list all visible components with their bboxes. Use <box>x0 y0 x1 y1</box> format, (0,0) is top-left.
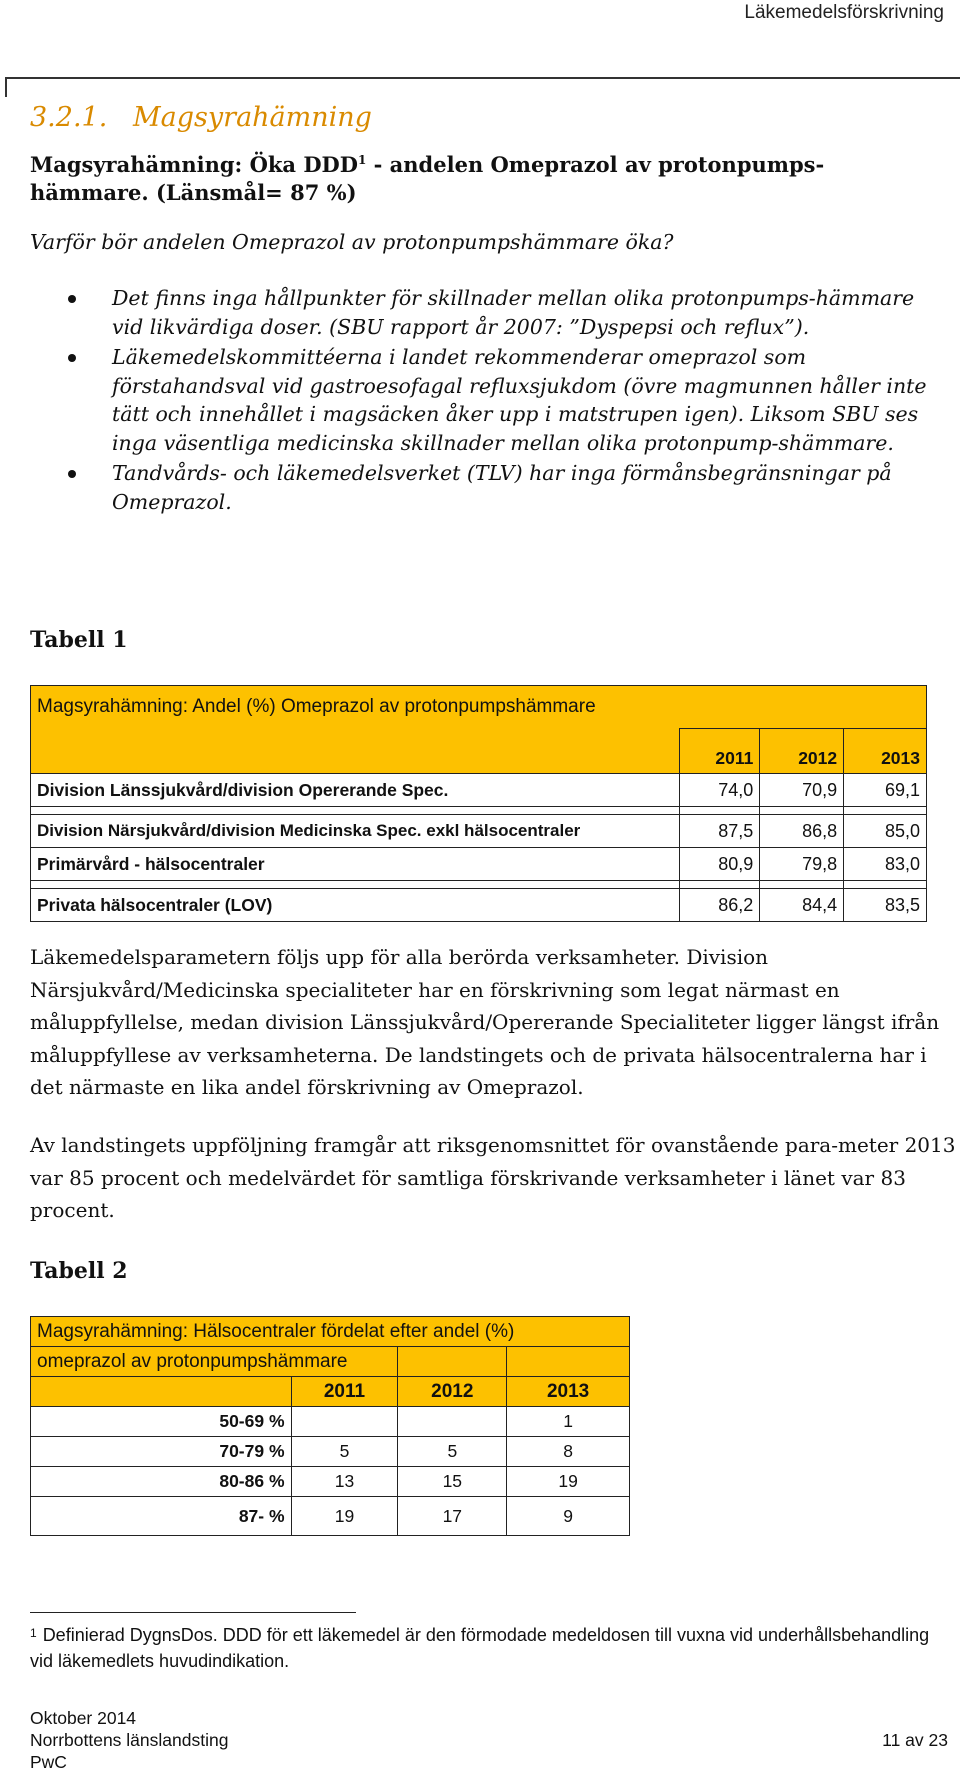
cell-value: 5 <box>291 1437 398 1467</box>
table1-year-row <box>31 729 927 774</box>
cell-value: 83,5 <box>844 889 927 922</box>
table-row <box>31 1467 630 1497</box>
table1-title: Magsyrahämning: Andel (%) Omeprazol av protonpumpshämmare <box>31 686 927 729</box>
footnote-rule <box>30 1612 356 1613</box>
table1-corner <box>31 729 680 774</box>
footnote-text: Definierad DygnsDos. DDD för ett läkemedel är den förmodade medeldosen till vuxna vid underhållsbehandling vid läkemedlets huvudindikation. <box>30 1625 930 1671</box>
table2 <box>30 1316 630 1536</box>
page-number: 11 av 23 <box>882 1730 948 1750</box>
row-label: Division Länssjukvård/division Opererande Spec. <box>31 774 680 807</box>
section-subheading <box>30 146 910 207</box>
table1-label: Tabell 1 <box>30 627 128 653</box>
table-row <box>31 1497 630 1536</box>
paragraph: Läkemedelsparametern följs upp för alla berörda verksamheter. Division Närsjukvård/Medicinska specialiteter har en förskrivning som legat närmast en måluppfyllelse, medan division Länssjukvård/Opererande Specialiteter ligger längst ifrån måluppfyllese av verksamheterna. De landstingets och de privata hälsocentralerna har i det närmaste en lika andel förskrivning av Omeprazol. <box>30 945 940 1099</box>
table2-corner <box>31 1377 292 1407</box>
cell-value <box>398 1407 507 1437</box>
cell-value <box>291 1407 398 1437</box>
row-gap <box>31 807 927 815</box>
cell-value: 79,8 <box>760 848 844 881</box>
footnote-marker: 1 <box>30 1626 37 1640</box>
cell-value: 69,1 <box>844 774 927 807</box>
subheading-text-cont: - andelen Omeprazol av protonpumps-hämmare. (Länsmål= 87 %) <box>30 152 825 205</box>
footer-date: Oktober 2014 <box>30 1708 137 1728</box>
row-label: 50-69 % <box>31 1407 292 1437</box>
table2-title-row <box>31 1347 630 1377</box>
row-gap <box>31 881 927 889</box>
table1-year: 2011 <box>679 729 760 774</box>
row-label: 87- % <box>31 1497 292 1536</box>
cell-value: 15 <box>398 1467 507 1497</box>
cell-value: 70,9 <box>760 774 844 807</box>
row-label: Division Närsjukvård/division Medicinska Spec. exkl hälsocentraler <box>31 815 680 848</box>
table2-year-row <box>31 1377 630 1407</box>
table2-year: 2011 <box>291 1377 398 1407</box>
cell-value: 5 <box>398 1437 507 1467</box>
table2-label: Tabell 2 <box>30 1258 128 1284</box>
row-label: Primärvård - hälsocentraler <box>31 848 680 881</box>
cell-value: 8 <box>507 1437 630 1467</box>
cell-value: 74,0 <box>679 774 760 807</box>
cell-value: 87,5 <box>679 815 760 848</box>
footnote <box>30 1622 950 1674</box>
header-rule <box>5 77 960 79</box>
footnote-ref: 1 <box>357 153 367 167</box>
bullet-item: Läkemedelskommittéerna i landet rekommenderar omeprazol som förstahandsval vid gastroesofagal refluxsjukdom (övre magmunnen håller inte tätt och innehållet i magsäcken åker upp i matstrupen igen). Liksom SBU ses inga väsentliga medicinska skillnader mellan olika protonpump-shämmare. <box>70 343 950 457</box>
bullet-item: Tandvårds- och läkemedelsverket (TLV) har inga förmånsbegränsningar på Omeprazol. <box>70 459 950 516</box>
subheading-text: Magsyrahämning: Öka DDD <box>30 152 358 177</box>
table1-year: 2013 <box>844 729 927 774</box>
table2-title-cont: omeprazol av protonpumpshämmare <box>31 1347 398 1377</box>
table-row <box>31 774 927 807</box>
cell-value: 17 <box>398 1497 507 1536</box>
cell-value: 85,0 <box>844 815 927 848</box>
footer-org: Norrbottens länslandsting <box>30 1730 229 1750</box>
cell-value: 83,0 <box>844 848 927 881</box>
table1-title-row <box>31 686 927 729</box>
table1 <box>30 685 927 922</box>
table-row <box>31 815 927 848</box>
cell-value: 86,8 <box>760 815 844 848</box>
table-row <box>31 1437 630 1467</box>
section-title: 3.2.1. Magsyrahämning <box>30 102 372 133</box>
row-label: 70-79 % <box>31 1437 292 1467</box>
cell-value: 19 <box>291 1497 398 1536</box>
table2-year: 2013 <box>507 1377 630 1407</box>
cell-value: 9 <box>507 1497 630 1536</box>
cell-value: 1 <box>507 1407 630 1437</box>
question: Varför bör andelen Omeprazol av protonpumpshämmare öka? <box>30 230 674 254</box>
bullet-list <box>70 284 950 518</box>
table-row <box>31 889 927 922</box>
table2-title: Magsyrahämning: Hälsocentraler fördelat efter andel (%) <box>31 1317 630 1347</box>
running-header: Läkemedelsförskrivning <box>744 2 944 23</box>
table1-year: 2012 <box>760 729 844 774</box>
header-rule-tick <box>5 77 7 97</box>
row-label: Privata hälsocentraler (LOV) <box>31 889 680 922</box>
paragraph: Av landstingets uppföljning framgår att riksgenomsnittet för ovanstående para-meter 2013 var 85 procent och medelvärdet för samtliga förskrivande verksamheter i länet var 83 procent. <box>30 1133 956 1222</box>
footer-company: PwC <box>30 1752 67 1772</box>
table-row <box>31 1407 630 1437</box>
cell-value: 86,2 <box>679 889 760 922</box>
footer-left <box>30 1707 228 1773</box>
cell-value: 84,4 <box>760 889 844 922</box>
bullet-item: Det finns inga hållpunkter för skillnader mellan olika protonpumps-hämmare vid likvärdiga doser. (SBU rapport år 2007: ”Dyspepsi och reflux”). <box>70 284 950 341</box>
cell-value: 80,9 <box>679 848 760 881</box>
table-row <box>31 848 927 881</box>
table2-title-row <box>31 1317 630 1347</box>
cell-value: 19 <box>507 1467 630 1497</box>
cell-value: 13 <box>291 1467 398 1497</box>
table2-year: 2012 <box>398 1377 507 1407</box>
row-label: 80-86 % <box>31 1467 292 1497</box>
